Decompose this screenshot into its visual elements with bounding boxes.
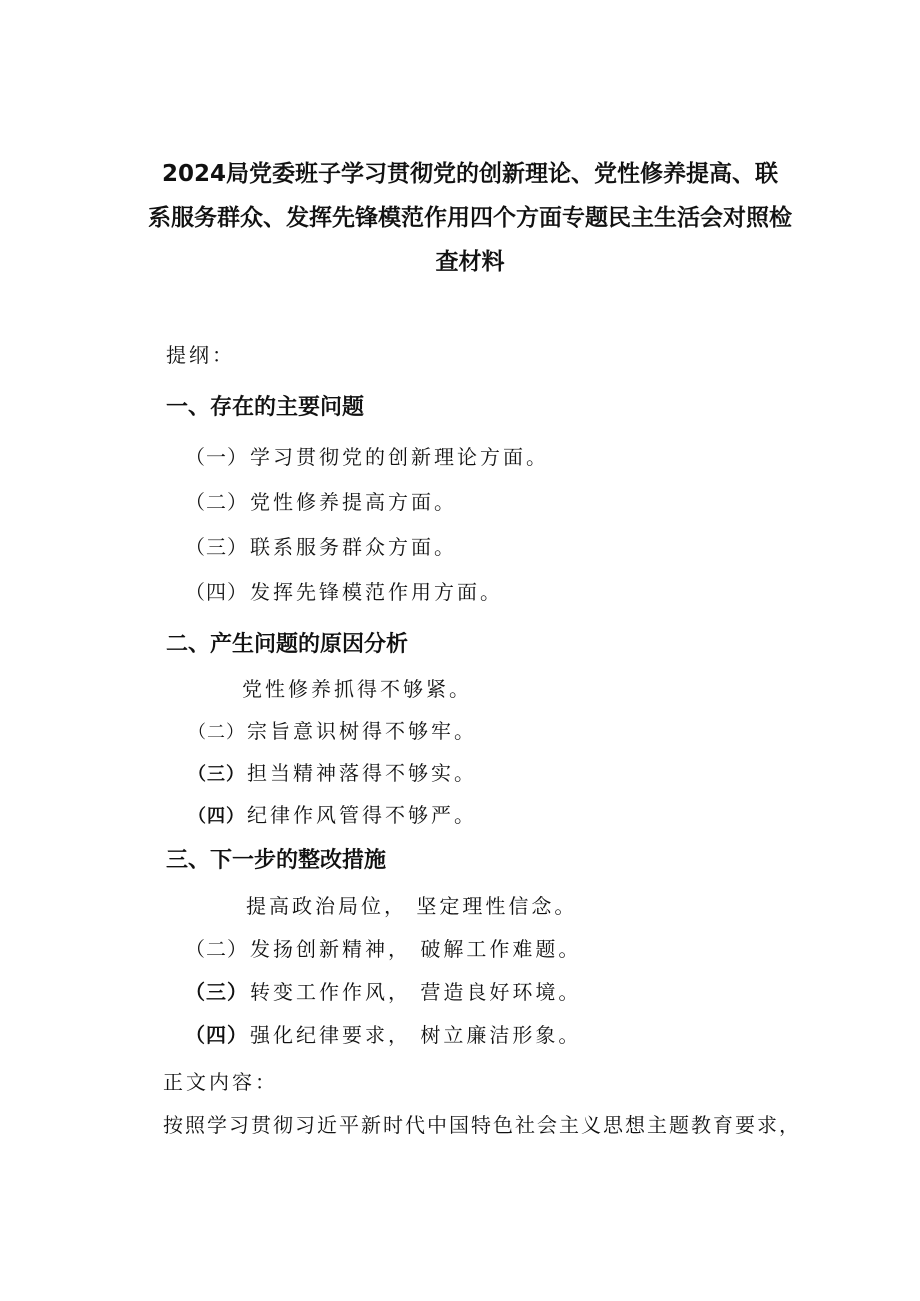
body-paragraph-first-line: 按照学习贯彻习近平新时代中国特色社会主义思想主题教育要求， (163, 1113, 801, 1137)
title-line-3: 查材料 (435, 249, 505, 275)
section-2-item-3 (188, 759, 477, 789)
item-text: 党性修养抓得不够紧。 (242, 677, 472, 701)
item-number: （三） (185, 980, 248, 1004)
item-number: （四） (185, 580, 248, 604)
body-label: 正文内容： (163, 1070, 278, 1094)
item-number: （二） (185, 937, 248, 961)
item-text: 担当精神落得不够实。 (247, 761, 477, 785)
section-1-item-4 (185, 578, 503, 606)
item-number: （四） (188, 806, 245, 827)
section-3-item-4 (185, 1021, 581, 1049)
section-3-heading: 三、下一步的整改措施 (166, 848, 387, 873)
item-number: （三） (185, 535, 248, 559)
item-number: （一） (185, 445, 248, 469)
item-text: 发挥先锋模范作用方面。 (250, 580, 503, 604)
item-text: 强化纪律要求， 树立廉洁形象。 (250, 1023, 582, 1047)
item-text: 发扬创新精神， 破解工作难题。 (250, 937, 582, 961)
title-line-2: 系服务群众、发挥先锋模范作用四个方面专题民主生活会对照检 (148, 205, 792, 231)
item-text: 转变工作作风， 营造良好环境。 (250, 980, 582, 1004)
item-number: （二） (185, 490, 248, 514)
item-text: 宗旨意识树得不够牢。 (247, 719, 477, 743)
item-text: 纪律作风管得不够严。 (247, 803, 477, 827)
section-2-heading: 二、产生问题的原因分析 (166, 632, 409, 657)
item-text: 联系服务群众方面。 (250, 535, 457, 559)
section-2-item-2 (188, 717, 477, 747)
title-line-1: 2024局党委班子学习贯彻党的创新理论、党性修养提高、联 (161, 161, 778, 187)
section-3-item-1 (246, 892, 577, 920)
document-title (120, 152, 820, 284)
section-2-item-1 (242, 675, 472, 703)
item-number: （二） (188, 722, 245, 743)
item-number: （四） (185, 1023, 248, 1047)
item-text: 党性修养提高方面。 (250, 490, 457, 514)
section-1-item-2 (185, 488, 457, 516)
item-text: 提高政治局位， 坚定理性信念。 (246, 894, 578, 918)
section-1-heading: 一、存在的主要问题 (166, 395, 365, 420)
outline-label: 提纲： (166, 343, 235, 367)
item-number: （三） (188, 764, 245, 785)
section-3-item-3 (185, 978, 581, 1006)
section-1-item-3 (185, 533, 457, 561)
section-2-item-4 (188, 801, 477, 831)
section-1-item-1 (185, 443, 549, 471)
section-3-item-2 (185, 935, 581, 963)
item-text: 学习贯彻党的创新理论方面。 (250, 445, 549, 469)
